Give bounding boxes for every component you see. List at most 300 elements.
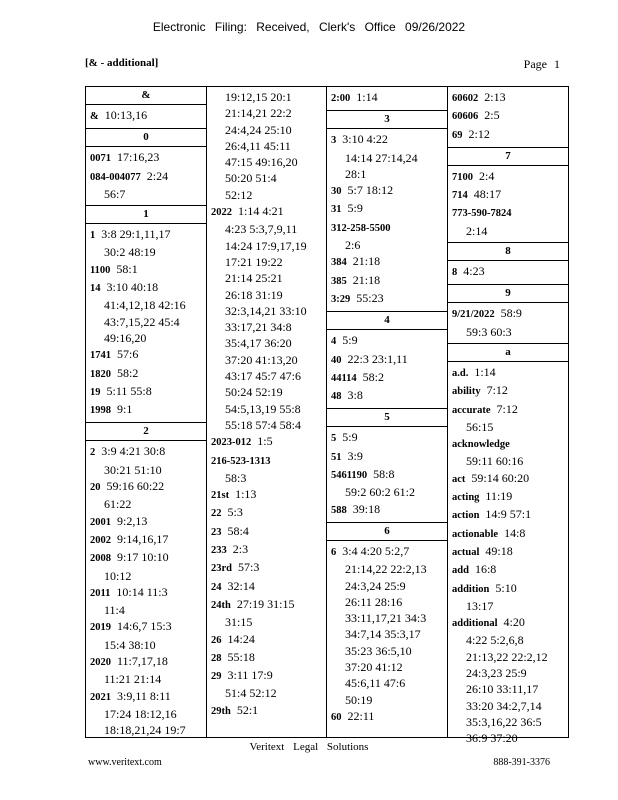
index-term: actual xyxy=(452,546,480,558)
index-entry-continuation: 50:24 52:19 xyxy=(225,385,283,400)
index-term: 69 xyxy=(452,129,463,141)
index-entry-continuation: 41:4,12,18 42:16 xyxy=(104,298,186,313)
page-line-refs: 10:14 11:3 xyxy=(116,584,168,599)
index-entry xyxy=(331,219,443,237)
index-entry-continuation: 14:14 27:14,24 xyxy=(345,150,418,165)
index-entry xyxy=(211,203,322,221)
index-entry xyxy=(211,433,322,451)
index-entry xyxy=(452,382,564,400)
page-line-refs: 9:14,16,17 xyxy=(117,531,169,546)
index-entry-continuation: 18:18,21,24 19:7 xyxy=(104,723,186,738)
page-line-refs: 3:4 4:20 5:2,7 xyxy=(342,543,410,558)
page-line-refs: 48:17 xyxy=(473,187,502,202)
page-line-refs: 3:10 4:22 xyxy=(342,132,388,147)
index-term: & xyxy=(90,111,99,122)
footer-website: www.veritext.com xyxy=(88,757,162,768)
index-term: addition xyxy=(452,583,490,595)
index-entry-continuation: 35:3,16,22 36:5 xyxy=(466,714,542,729)
index-term: 2020 xyxy=(90,657,111,669)
index-term: 1820 xyxy=(90,368,111,380)
index-term: 2008 xyxy=(90,553,111,565)
index-entry xyxy=(90,346,202,364)
index-term: 31 xyxy=(331,204,342,216)
section-header: & xyxy=(86,87,206,105)
index-entry xyxy=(90,401,202,419)
index-term: 23rd xyxy=(211,563,232,575)
index-entry-continuation: 45:6,11 47:6 xyxy=(345,676,406,691)
footer-phone: 888-391-3376 xyxy=(493,757,550,768)
index-entry-continuation: 28:1 xyxy=(345,166,367,181)
index-entry-continuation: 31:15 xyxy=(225,615,253,630)
index-entry xyxy=(452,401,564,419)
index-entry-continuation: 52:12 xyxy=(225,187,253,202)
index-entry xyxy=(452,186,564,204)
index-entries xyxy=(448,362,568,750)
index-term: 2:00 xyxy=(331,93,351,104)
index-entry-continuation: 43:7,15,22 45:4 xyxy=(104,314,180,329)
index-term: 588 xyxy=(331,504,347,516)
section-header: 6 xyxy=(327,522,447,541)
index-term: 14 xyxy=(90,283,101,295)
page-line-refs: 57:3 xyxy=(238,560,260,575)
index-term: 51 xyxy=(331,451,342,463)
index-entries xyxy=(86,224,206,422)
index-entry xyxy=(90,478,202,496)
index-entry-continuation: 35:23 36:5,10 xyxy=(345,643,412,658)
page-line-refs: 2:3 xyxy=(232,542,249,557)
index-entry-continuation: 36:9 37:20 xyxy=(466,731,518,746)
index-term: 1100 xyxy=(90,264,111,276)
page-line-refs: 49:18 xyxy=(485,543,513,558)
section-header: 0 xyxy=(86,128,206,147)
section-header: 7 xyxy=(448,147,568,166)
index-entry xyxy=(211,596,322,614)
page-line-refs: 7:12 xyxy=(486,383,508,398)
index-entry-continuation: 26:10 33:11,17 xyxy=(466,682,539,697)
index-term: 2019 xyxy=(90,622,111,634)
section-header: 2 xyxy=(86,422,206,441)
page-line-refs: 3:9,11 8:11 xyxy=(117,688,171,703)
index-entry xyxy=(452,506,564,524)
index-term: 23 xyxy=(211,526,222,538)
page-line-refs: 32:14 xyxy=(227,578,255,593)
page-line-refs: 58:9 xyxy=(500,306,522,321)
index-term: 22 xyxy=(211,508,222,520)
index-term: a.d. xyxy=(452,367,469,379)
index-entry-continuation: 30:21 51:10 xyxy=(104,462,162,477)
page-line-refs: 11:19 xyxy=(485,489,513,504)
index-entries xyxy=(207,87,326,723)
index-term: 1741 xyxy=(90,350,111,362)
index-entry xyxy=(211,631,322,649)
index-entry xyxy=(211,702,322,720)
section-header: 5 xyxy=(327,408,447,427)
page-line-refs: 58:8 xyxy=(373,467,395,482)
index-entry-continuation: 34:7,14 35:3,17 xyxy=(345,627,421,642)
index-entry-continuation: 55:18 57:4 58:4 xyxy=(225,417,302,432)
index-entry xyxy=(452,204,564,222)
index-entry xyxy=(90,653,202,671)
index-entry xyxy=(90,261,202,279)
index-entry xyxy=(452,263,564,281)
section-header: 3 xyxy=(327,110,447,129)
page-line-refs: 2:13 xyxy=(484,90,506,104)
page-line-refs: 5:9 xyxy=(342,333,358,348)
index-entry-continuation: 33:20 34:2,7,14 xyxy=(466,698,542,713)
index-column-1 xyxy=(86,87,207,737)
index-term: act xyxy=(452,473,466,485)
page-line-refs: 3:8 29:1,11,17 xyxy=(101,227,171,242)
index-entry xyxy=(90,584,202,602)
index-entries xyxy=(327,427,447,521)
index-entry-continuation: 19:12,15 20:1 xyxy=(225,90,292,104)
page-line-refs: 4:20 xyxy=(503,615,525,630)
page-line-refs: 59:14 60:20 xyxy=(471,470,530,485)
index-entry xyxy=(331,466,443,484)
index-entry xyxy=(90,443,202,461)
index-term: 28 xyxy=(211,652,222,664)
page-line-refs: 9:2,13 xyxy=(117,513,148,528)
page-line-refs: 2:4 xyxy=(479,168,495,183)
index-term: 385 xyxy=(331,275,347,287)
page-line-refs: 3:9 4:21 30:8 xyxy=(101,444,166,459)
index-entry xyxy=(211,667,322,685)
page-line-refs: 14:24 xyxy=(227,631,255,646)
index-entry-continuation: 10:12 xyxy=(104,568,132,583)
page-line-refs: 39:18 xyxy=(352,501,381,516)
index-entry-continuation: 26:11 28:16 xyxy=(345,594,403,609)
index-entry-continuation: 11:4 xyxy=(104,603,125,618)
index-entry xyxy=(452,435,564,453)
index-entry xyxy=(331,182,443,200)
page-line-refs: 16:8 xyxy=(474,562,497,577)
index-entry-continuation: 50:20 51:4 xyxy=(225,171,277,186)
index-entry-continuation: 54:5,13,19 55:8 xyxy=(225,401,301,416)
page-line-refs: 9:1 xyxy=(117,402,133,417)
page-line-refs: 58:4 xyxy=(227,523,249,538)
page-line-refs: 3:11 17:9 xyxy=(227,668,273,683)
index-entry-continuation: 26:18 31:19 xyxy=(225,287,283,302)
index-term: 60606 xyxy=(452,111,479,123)
page-line-refs: 5:11 55:8 xyxy=(106,383,152,398)
index-entry xyxy=(90,365,202,383)
index-column-3 xyxy=(327,87,448,737)
page-line-refs: 5:9 xyxy=(347,201,363,216)
index-entry xyxy=(211,649,322,667)
index-entry xyxy=(452,488,564,506)
page-line-refs: 22:11 xyxy=(347,708,375,723)
page-line-refs: 9:17 10:10 xyxy=(117,550,169,565)
index-term: 24 xyxy=(211,581,222,593)
word-index-grid xyxy=(85,86,569,746)
index-term: 9/21/2022 xyxy=(452,309,495,321)
index-entry-continuation: 11:21 21:14 xyxy=(104,672,162,687)
page-line-refs: 2:5 xyxy=(484,108,500,123)
index-entry xyxy=(211,504,322,522)
index-entries xyxy=(448,87,568,147)
page-line-refs: 55:18 xyxy=(227,649,255,664)
index-entry-continuation: 37:20 41:12 xyxy=(345,660,403,675)
index-entry xyxy=(90,618,202,636)
index-term: 216-523-1313 xyxy=(211,455,271,467)
index-term: 19 xyxy=(90,386,101,398)
index-term: 233 xyxy=(211,545,227,557)
index-entry xyxy=(331,501,443,519)
index-entry xyxy=(331,272,443,290)
index-entry xyxy=(211,578,322,596)
page-number: Page 1 xyxy=(523,57,560,71)
index-term: 3 xyxy=(331,135,337,147)
index-entry xyxy=(211,486,322,504)
index-entry-continuation: 56:15 xyxy=(466,419,494,434)
index-term: 8 xyxy=(452,267,458,279)
page-line-refs: 58:1 xyxy=(116,261,138,276)
index-entry xyxy=(331,429,443,447)
index-entry-continuation: 33:11,17,21 34:3 xyxy=(345,611,427,626)
index-entry xyxy=(90,107,202,125)
index-term: 4 xyxy=(331,336,337,348)
index-entry xyxy=(452,126,564,144)
index-entry xyxy=(90,279,202,297)
index-entry-continuation: 2:6 xyxy=(345,238,361,253)
page-line-refs: 14:6,7 15:3 xyxy=(117,619,172,634)
page-line-refs: 5:7 18:12 xyxy=(347,183,394,198)
index-entry-continuation: 58:3 xyxy=(225,470,247,485)
index-term: 6 xyxy=(331,546,337,558)
page-line-refs: 3:10 40:18 xyxy=(106,280,159,295)
index-entry-continuation: 4:22 5:2,6,8 xyxy=(466,633,524,648)
section-header: a xyxy=(448,343,568,362)
index-term: 60 xyxy=(331,711,342,723)
index-entry-continuation: 43:17 45:7 47:6 xyxy=(225,369,302,384)
page-line-refs: 1:13 xyxy=(235,487,257,502)
index-entry-continuation: 32:3,14,21 33:10 xyxy=(225,303,307,318)
index-term: 084-004077 xyxy=(90,171,141,183)
index-entry xyxy=(90,688,202,706)
index-entry-continuation: 21:14 25:21 xyxy=(225,271,283,286)
page-line-refs: 5:10 xyxy=(495,580,517,595)
index-term: 2011 xyxy=(90,587,111,599)
index-entry-continuation: 37:20 41:13,20 xyxy=(225,352,298,367)
index-term: action xyxy=(452,510,480,522)
index-entry-continuation: 56:7 xyxy=(104,186,126,201)
index-entry-continuation: 61:22 xyxy=(104,497,132,512)
index-entry xyxy=(211,523,322,541)
index-entry xyxy=(90,383,202,401)
page-line-refs: 14:9 57:1 xyxy=(485,507,532,522)
index-entry xyxy=(452,470,564,488)
index-entry-continuation: 33:17,21 34:8 xyxy=(225,320,292,335)
index-entry xyxy=(331,543,443,561)
page-line-refs: 57:6 xyxy=(117,347,139,362)
index-entry-continuation: 47:15 49:16,20 xyxy=(225,155,298,170)
page-line-refs: 1:14 xyxy=(474,364,496,379)
index-term: ability xyxy=(452,386,481,398)
index-entry xyxy=(331,253,443,271)
index-term: 29 xyxy=(211,671,222,683)
index-entry-continuation: 24:4,24 25:10 xyxy=(225,122,292,137)
index-entry xyxy=(90,226,202,244)
page-line-refs: 4:23 xyxy=(463,264,485,279)
index-term: 26 xyxy=(211,634,222,646)
index-entry xyxy=(331,290,443,308)
index-term: acknowledge xyxy=(452,439,510,451)
page-line-refs: 52:1 xyxy=(236,702,259,717)
index-entry xyxy=(90,513,202,531)
section-header: 4 xyxy=(327,311,447,330)
page-line-refs: 27:19 31:15 xyxy=(236,596,295,611)
index-entry xyxy=(90,168,202,186)
index-term: 312-258-5500 xyxy=(331,222,391,234)
index-entry xyxy=(331,332,443,350)
index-entry xyxy=(331,708,443,726)
index-term: 24th xyxy=(211,599,231,611)
index-term: add xyxy=(452,565,469,577)
page-line-refs: 3:8 xyxy=(347,388,363,403)
index-entry xyxy=(211,541,322,559)
index-column-2 xyxy=(207,87,327,737)
index-term: 30 xyxy=(331,186,342,198)
index-term: additional xyxy=(452,618,498,630)
page-line-refs: 11:7,17,18 xyxy=(117,654,168,669)
index-entry xyxy=(90,531,202,549)
index-term: 29th xyxy=(211,705,231,717)
page-line-refs: 21:18 xyxy=(352,254,381,269)
index-entries xyxy=(448,166,568,242)
index-entry-continuation: 2:14 xyxy=(466,223,488,238)
index-entry-continuation: 4:23 5:3,7,9,11 xyxy=(225,222,298,237)
page-line-refs: 55:23 xyxy=(356,290,384,305)
index-entry-continuation: 49:16,20 xyxy=(104,330,147,345)
index-term: 773-590-7824 xyxy=(452,208,512,220)
index-entries xyxy=(327,129,447,311)
page-line-refs: 10:13,16 xyxy=(104,108,148,122)
section-header: 8 xyxy=(448,242,568,261)
index-column-4 xyxy=(448,87,568,746)
index-entries xyxy=(448,261,568,284)
page-line-refs: 22:3 23:1,11 xyxy=(347,351,408,366)
index-term: actionable xyxy=(452,528,499,540)
page-line-refs: 1:14 xyxy=(356,90,378,104)
index-term: 7100 xyxy=(452,171,473,183)
index-entry-continuation: 17:21 19:22 xyxy=(225,254,283,269)
index-entry xyxy=(452,168,564,186)
index-entry xyxy=(452,89,564,107)
index-term: 2002 xyxy=(90,534,111,546)
index-entry xyxy=(90,149,202,167)
filing-header: Electronic Filing: Received, Clerk's Office 09/26/2022 xyxy=(152,20,466,34)
index-entry-continuation: 30:2 48:19 xyxy=(104,245,156,260)
index-term: 40 xyxy=(331,354,342,366)
index-term: 3:29 xyxy=(331,293,351,305)
index-entry-continuation: 26:4,11 45:11 xyxy=(225,138,291,153)
index-entry xyxy=(452,543,564,561)
index-entry xyxy=(452,305,564,323)
index-entry xyxy=(452,525,564,543)
page-line-refs: 5:3 xyxy=(227,505,243,520)
index-entry xyxy=(452,107,564,125)
index-term: 2021 xyxy=(90,691,111,703)
index-entries xyxy=(86,105,206,128)
index-term: 2001 xyxy=(90,516,111,528)
index-entry-continuation: 59:3 60:3 xyxy=(466,324,512,339)
index-term: 60602 xyxy=(452,93,479,104)
index-term: 20 xyxy=(90,482,101,494)
page-line-refs: 3:9 xyxy=(347,448,363,463)
page-line-refs: 58:2 xyxy=(362,369,385,384)
index-term: 1 xyxy=(90,230,96,242)
index-entry-continuation: 35:4,17 36:20 xyxy=(225,336,292,351)
index-entry-continuation: 51:4 52:12 xyxy=(225,686,277,701)
index-entry-continuation: 21:14,21 22:2 xyxy=(225,106,292,121)
index-entry-continuation: 21:13,22 22:2,12 xyxy=(466,649,548,664)
index-entries xyxy=(327,330,447,408)
page-line-refs: 1:14 4:21 xyxy=(238,204,284,219)
index-entry xyxy=(331,369,443,387)
index-entries xyxy=(448,303,568,343)
index-entry xyxy=(452,614,564,632)
index-entry xyxy=(211,559,322,577)
index-entry xyxy=(452,580,564,598)
page-line-refs: 2:24 xyxy=(146,168,169,183)
index-range-label: [& - additional] xyxy=(85,57,159,69)
index-entry-continuation: 59:2 60:2 61:2 xyxy=(345,485,416,500)
index-term: 48 xyxy=(331,391,342,403)
page-line-refs: 21:18 xyxy=(352,272,381,287)
index-term: accurate xyxy=(452,404,491,416)
index-term: 5461190 xyxy=(331,470,368,482)
index-entry xyxy=(331,131,443,149)
section-header: 1 xyxy=(86,205,206,224)
page-line-refs: 7:12 xyxy=(496,401,518,416)
index-entry xyxy=(452,561,564,579)
index-term: 2 xyxy=(90,447,96,459)
index-entry-continuation: 13:17 xyxy=(466,598,494,613)
index-entries xyxy=(86,441,206,741)
page-line-refs: 17:16,23 xyxy=(117,150,160,165)
index-entry-continuation: 21:14,22 22:2,13 xyxy=(345,562,427,577)
index-entries xyxy=(86,147,206,205)
section-header: 9 xyxy=(448,284,568,303)
index-term: 0071 xyxy=(90,153,111,165)
footer-company: Veritext Legal Solutions xyxy=(249,741,369,753)
index-entries xyxy=(327,541,447,729)
index-entry xyxy=(90,549,202,567)
page-line-refs: 1:5 xyxy=(257,434,273,449)
index-entry xyxy=(331,89,443,107)
index-entry-continuation: 14:24 17:9,17,19 xyxy=(225,238,307,253)
index-entry xyxy=(211,452,322,470)
index-entry-continuation: 17:24 18:12,16 xyxy=(104,706,177,721)
index-term: 5 xyxy=(331,433,337,445)
index-term: acting xyxy=(452,492,480,504)
index-entry xyxy=(331,448,443,466)
index-term: 44114 xyxy=(331,372,357,384)
index-entry-continuation: 15:4 38:10 xyxy=(104,637,156,652)
index-entry-continuation: 59:11 60:16 xyxy=(466,454,524,469)
index-entry xyxy=(331,387,443,405)
page-line-refs: 58:2 xyxy=(117,365,139,380)
index-entry-continuation: 24:3,23 25:9 xyxy=(466,666,527,681)
index-entry xyxy=(331,351,443,369)
index-term: 1998 xyxy=(90,405,111,417)
index-term: 714 xyxy=(452,190,468,202)
index-entry-continuation: 24:3,24 25:9 xyxy=(345,578,406,593)
index-term: 384 xyxy=(331,257,347,269)
index-term: 2023-012 xyxy=(211,437,252,449)
index-entry xyxy=(452,364,564,382)
page-line-refs: 2:12 xyxy=(468,126,490,141)
